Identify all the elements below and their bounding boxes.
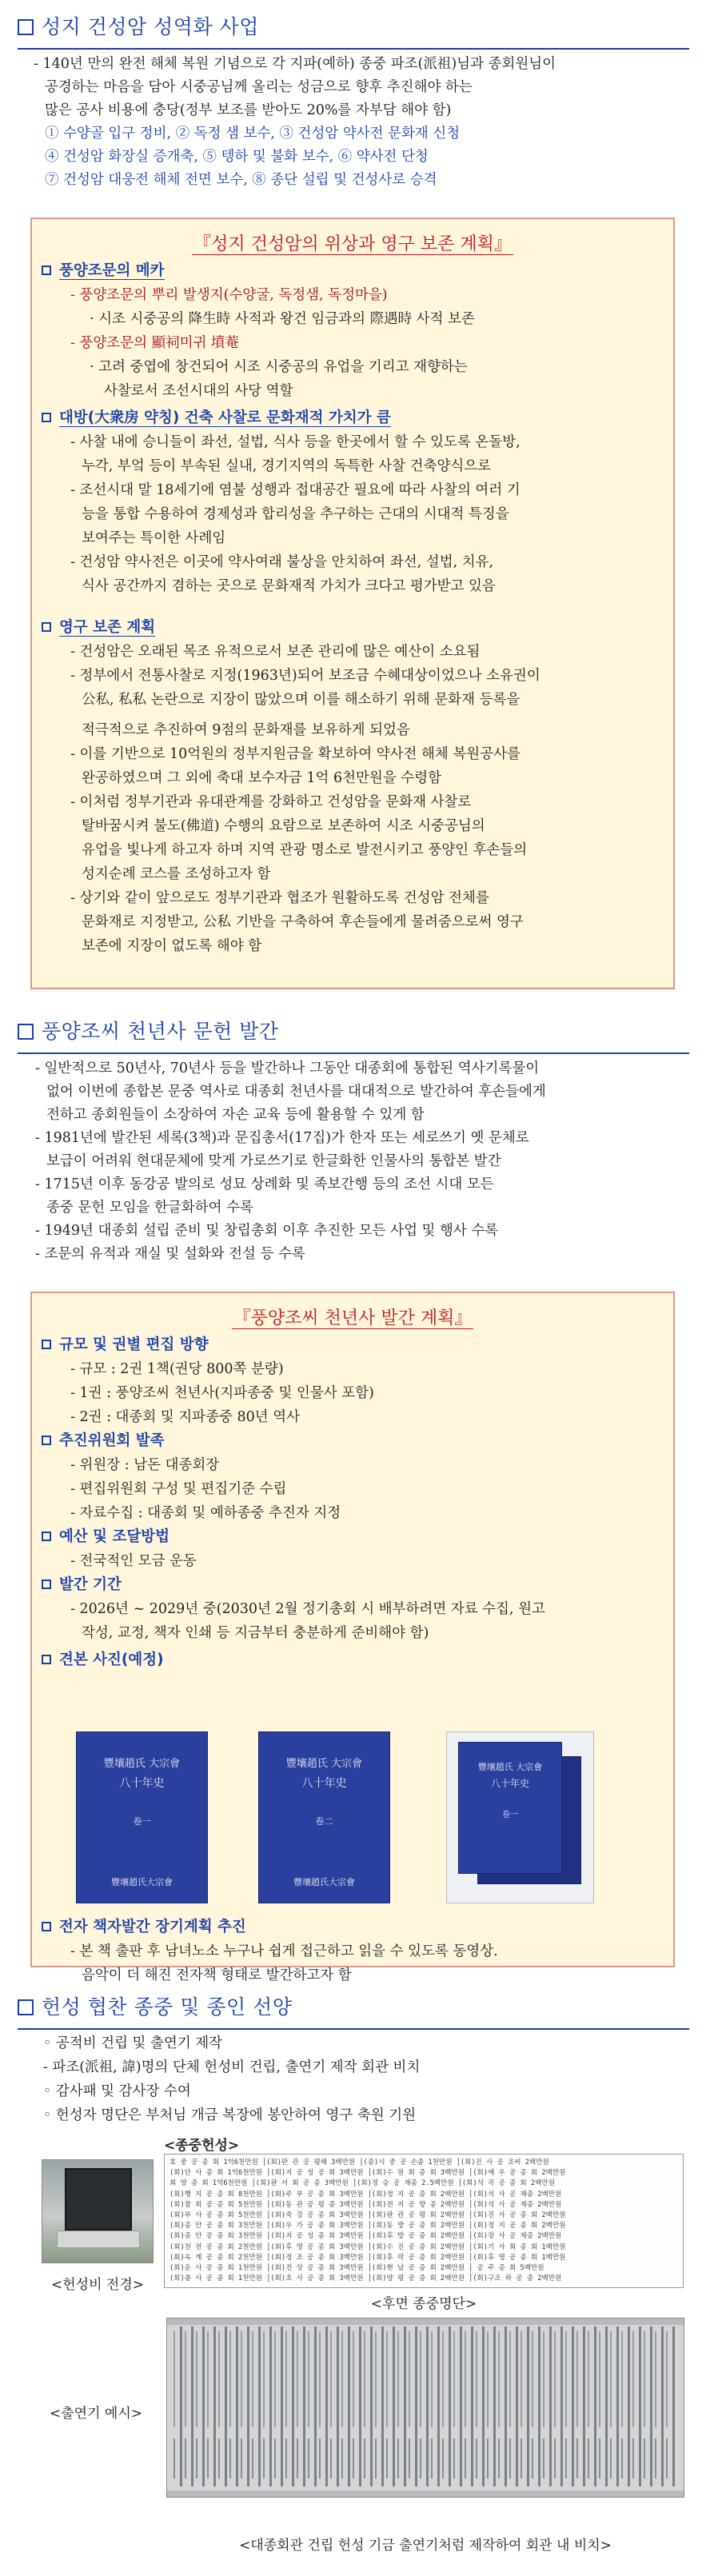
square-bullet-icon <box>42 1922 51 1931</box>
donor-row: (회)종 안 공 종 회 3천만원 │(회)우 가 공 종 회 3백만원 │(회)동 방 공 종 회 2백만원 │(회)정 지 공 종 회 2백만원 <box>170 2222 566 2231</box>
donor-row: (회)운 사 공 종 회 1천만원 │(회)진 상 공 종 회 3백만원 │(회)현 남 공 종 회 2백만원 │ 공 주 종 회 5백만원 <box>170 2264 544 2273</box>
donor-row: (회)종 안 공 종 회 3천만원 │(회)지 공 성 종 회 3백만원 │(회)후 방 공 종 회 2백만원 │(회)장 사 공 재종 2백만원 <box>170 2232 562 2241</box>
caption-sample: <출연기 예시> <box>49 2406 142 2422</box>
project-list-item: ⑦ 건성암 대웅전 해체 전면 보수, ⑧ 종단 설립 및 건성사로 승격 <box>45 172 437 188</box>
heading-sample-photo: 견본 사진(예정) <box>42 1648 665 1672</box>
heading-preservation: 영구 보존 계획 <box>42 616 665 640</box>
box-title: 『성지 건성암의 위상과 영구 보존 계획』 <box>193 234 512 254</box>
donor-row: 호 중 공 종 회 1억6천만원 │(회)판 관 공 평해 3백만원 │(종)시 중 공 손종 1천만원 │(회)진 사 공 조씨 2백만원 <box>170 2159 549 2167</box>
item-root: - 풍양조문의 뿌리 발생지(수양굴, 독정샘, 독정마을) <box>70 287 388 303</box>
sanctuary-intro: - 140년 만의 완전 해체 복원 기념으로 각 지파(예하) 종중 파조(派祖)님과 종회원님이 공경하는 마음을 담아 시중공님께 올리는 성금으로 향후 추진해야 하는 많은 공사 비용에 충당(정부 보조를 받아도 20%를 자부담 해야 함) ① 수양골 입구 정비, ② 독정 샘 보수, ③ 건성암 약사전 문화재 신청 ④ 건성암 화장실 증개축, ⑤ 텡하 및 불화 보수, ⑥ 약사전 단청 ⑦ 건성암 대웅전 해체 전면 보수, ⑧ 종단 설립 및 건성사로 승격 <box>34 53 689 192</box>
heading-budget: 예산 및 조달방법 <box>42 1525 665 1549</box>
square-bullet-icon <box>42 1532 51 1541</box>
square-bullet-icon <box>42 1340 51 1349</box>
square-bullet-icon <box>18 19 34 35</box>
donor-row: (회)행 지 공 종 회 8천만원 │(회)주 부 공 종 회 3백만원 │(회)정 지 공 종 회 2백만원 │(회)석 사 공 재종 2백만원 <box>170 2190 562 2199</box>
section-title: 헌성 협찬 종중 및 종인 선양 <box>18 1991 689 2020</box>
heading-scale: 규모 및 권별 편집 방향 <box>42 1333 665 1357</box>
divider <box>18 2028 689 2030</box>
square-bullet-icon <box>42 413 51 422</box>
preservation-plan-box: 『성지 건성암의 위상과 영구 보존 계획』 풍양조문의 메카 - 풍양조문의 뿌리 발생지(수양굴, 독정샘, 독정마을) · 시조 시중공의 降生時 사적과 왕건 임금과의 際遇時 사적 보존 - 풍양조문의 顯祠미귀 墳菴 · 고려 중엽에 창건되어 시조 시중공의 유업을 기리고 재향하는 사찰로서 조선시대의 사당 역할 대방(大衆房 약칭) 건축 사찰로 문화재적 가치가 큼 - 사찰 내에 승니들이 좌선, 설법, 식사 등을 한곳에서 할 수 있도록 온돌방, 누각, 부엌 등이 부속된 실내, 경기지역의 독특한 사찰 건축양식으로 - 조선시대 말 18세기에 염불 성행과 접대공간 필요에 따라 사찰의 여러 기 능을 통합 수용하여 경제성과 합리성을 추구하는 근대의 시대적 특징을 보여주는 특이한 사례임 - 건성암 약사전은 이곳에 약사여래 불상을 안치하여 좌선, 설법, 치유, 식사 공간까지 겸하는 곳으로 문화재적 가치가 크다고 평가받고 있음 영구 보존 계획 - 건성암은 오래된 목조 유적으로서 보존 관리에 많은 예산이 소요됨 - 정부에서 전통사찰로 지정(1963년)되어 보조금 수혜대상이었으나 소유권이 公私, 私私 논란으로 지장이 많았으며 이를 해소하기 위해 문화재 등록을 적극적으로 추진하여 9점의 문화재를 보유하게 되었음 - 이를 기반으로 10억원의 정부지원금을 확보하여 약사전 해체 복원공사를 완공하였으며 그 외에 축대 보수자금 1억 6천만원을 수령함 - 이처럼 정부기관과 유대관계를 강화하고 건성암을 문화재 사찰로 탈바꿈시켜 불도(佛道) 수행의 요람으로 보존하여 시조 시중공님의 유업을 빛나게 하고자 하며 지역 관광 명소로 발전시키고 풍양인 후손들의 성지순례 코스를 조성하고자 함 - 상기와 같이 앞으로도 정부기관과 협조가 원활하도록 건성암 전체를 문화재로 지정받고, 公私 기반을 구축하여 후손들에게 물려줌으로써 영구 보존에 지장이 없도록 해야 함 <box>30 218 675 989</box>
donor-name-table <box>164 2154 684 2288</box>
square-bullet-icon <box>42 1655 51 1664</box>
donor-row: (회)참 외 공 종 회 5천만원 │(회)동 관 공 평 종 3백만원 │(회)전 지 공 향 종 2백만원 │(회)석 사 공 재종 2백만원 <box>170 2200 562 2209</box>
square-bullet-icon <box>42 266 51 275</box>
section-history-book <box>18 1016 689 1054</box>
heading-architecture: 대방(大衆房 약칭) 건축 사찰로 문화재적 가치가 큼 <box>42 406 665 430</box>
history-book-description: - 일반적으로 50년사, 70년사 등을 발간하나 그동안 대종회에 통합된 역사기록물이 없어 이번에 종합본 문중 역사로 대종회 천년사를 대대적으로 발간하여 후손들에게 전하고 종회원들이 소장하여 자손 교육 등에 활용할 수 있게 함 - 1981년에 발간된 세록(3책)과 문집총서(17집)가 한자 또는 세로쓰기 옛 문체로 보급이 어려워 현대문체에 맞게 가로쓰기로 한글화한 인물사의 통합본 발간 - 1715년 이후 동강공 발의로 성묘 상례화 및 족보간행 등의 조선 시대 모든 종중 문헌 모임을 한글화하여 수록 - 1949년 대종회 설립 준비 및 창립총회 이후 추진한 모든 사업 및 행사 수록 - 조문의 유적과 재실 및 설화와 전설 등 수록 <box>35 1060 546 1262</box>
square-bullet-icon <box>42 1580 51 1589</box>
divider <box>18 1052 689 1054</box>
box-title: 『풍양조씨 천년사 발간 계획』 <box>233 1308 473 1328</box>
section-sanctuary <box>18 11 689 50</box>
heading-mecca: 풍양조문의 메카 <box>42 259 665 283</box>
donor-row: (회)천 전 공 종 회 2천만원 │(회)후 명 공 종 회 3백만원 │(회)수 진 공 종 회 2백만원 │(회)기 사 회 종 회 1백만원 <box>170 2243 566 2251</box>
section-title: 성지 건성암 성역화 사업 <box>18 11 689 40</box>
square-bullet-icon <box>42 622 51 632</box>
heading-period: 발간 기간 <box>42 1573 665 1597</box>
square-bullet-icon <box>18 1024 34 1040</box>
book-cover-volume-2: 豐壤趙氏 大宗會 八十年史 卷二 豐壤趙氏大宗會 <box>258 1731 390 1903</box>
book-set-photo: 豐壤趙氏 大宗會 八十年史 卷一 <box>446 1731 594 1903</box>
donation-plaque-photo <box>166 2318 684 2498</box>
donor-honor-description: ◦ 공적비 건립 및 출연기 제작 - 파조(派祖, 諱)명의 단체 헌성비 건립, 출연기 제작 회관 비치 ◦ 감사패 및 감사장 수여 ◦ 헌성자 명단은 부처님 개금 복장에 봉안하여 영구 축원 기원 <box>43 2035 421 2123</box>
donor-row: (회)충 사 공 종 회 1천만원 │(회)초 사 공 종 회 3백만원 │(회)양 평 공 종 회 2백만원 │(회)구조 하 공 종 2백만원 <box>170 2274 562 2283</box>
publication-plan-box: 『풍양조씨 천년사 발간 계획』 규모 및 권별 편집 방향 - 규모 : 2권 1책(권당 800쪽 분량) - 1권 : 풍양조씨 천년사(지파종중 및 인물사 포함) - 2권 : 대종회 및 지파종중 80년 역사 추진위원회 발족 - 위원장 : 남돈 대종회장 - 편집위원회 구성 및 편집기준 수립 - 자료수집 : 대종회 및 예하종중 추진자 지정 예산 및 조달방법 - 전국적인 모금 운동 발간 기간 - 2026년 ~ 2029년 중(2030년 2월 정기총회 시 배부하려면 자료 수집, 원고 작성, 교정, 책자 인쇄 등 지금부터 충분하게 준비해야 함) 견본 사진(예정) 豐壤趙氏 大宗會 八十年史 卷一 豐壤趙氏大宗會 豐壤趙氏 大宗會 八十年史 卷二 豐壤趙氏大宗會 豐壤趙氏 大宗會 八十年史 卷一 전자 책자발간 장기계획 추진 - 본 책 출판 후 남녀노소 누구나 쉽게 접근하고 읽을 수 있도록 동영상. 음악이 더 해진 전자책 형태로 발간하고자 함 <box>30 1292 675 1967</box>
section-donor-honor <box>18 1991 689 2030</box>
divider <box>18 48 689 50</box>
donor-row: (회)단 사 종 회 1억6천만원 │(회)지 공 성 공 회 3백만원 │(회)수 원 회 종 회 3백만원 │(회)예 우 공 종 회 2백만원 <box>170 2169 566 2178</box>
memorial-stone-photo <box>42 2159 154 2263</box>
project-list-item: ① 수양골 입구 정비, ② 독정 샘 보수, ③ 건성암 약사전 문화재 신청 <box>45 126 461 142</box>
donor-row: (회)옥 계 공 종 회 2천만원 │(회)정 조 공 종 회 3백만원 │(회)후 락 공 종 회 2백만원 │(회)후 명 공 종 회 1백만원 <box>170 2253 566 2262</box>
donor-row: 회 양 종 회 1억6천만원 │(회)판 서 회 공 종 3백만원 │(회)정 승 공 재종 2.5백만원 │(회)석 곡 공 종 회 2백만원 <box>170 2179 555 2188</box>
item-shrine: - 풍양조문의 顯祠미귀 墳菴 <box>70 335 239 351</box>
caption-bottom: <대종회관 건립 헌성 기금 출연기처럼 제작하여 회관 내 비치> <box>239 2538 612 2554</box>
heading-committee: 추진위원회 발족 <box>42 1429 665 1453</box>
donor-row: (회)부 사 공 종 회 5천만원 │(회)죽 강 공 종 회 3백만원 │(회)판 관 공 평 회 2백만원 │(회)진 사 공 종 회 2백만원 <box>170 2211 566 2220</box>
caption-back: <후면 종중명단> <box>370 2296 477 2312</box>
section-title: 풍양조씨 천년사 문헌 발간 <box>18 1016 689 1044</box>
donor-list-label: <종중헌성> <box>164 2138 240 2154</box>
heading-ebook: 전자 책자발간 장기계획 추진 <box>42 1915 665 1939</box>
square-bullet-icon <box>42 1436 51 1445</box>
plaque-columns-graphic <box>167 2318 684 2497</box>
square-bullet-icon <box>18 1999 34 2015</box>
book-cover-volume-1: 豐壤趙氏 大宗會 八十年史 卷一 豐壤趙氏大宗會 <box>76 1731 208 1903</box>
caption-stone: <헌성비 전경> <box>50 2277 144 2293</box>
project-list-item: ④ 건성암 화장실 증개축, ⑤ 텡하 및 불화 보수, ⑥ 약사전 단청 <box>45 149 429 165</box>
